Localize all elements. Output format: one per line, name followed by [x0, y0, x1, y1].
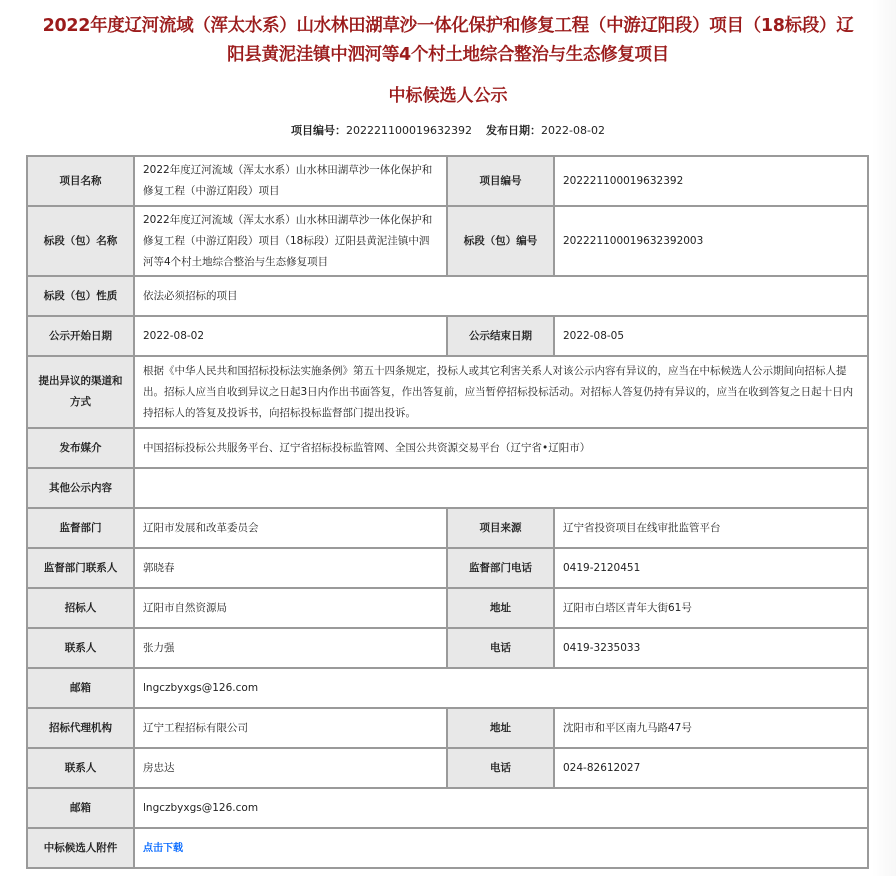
supervisor-value: 辽阳市发展和改革委员会	[134, 508, 447, 548]
agency-email-value: lngczbyxgs@126.com	[134, 788, 868, 828]
objection-value: 根据《中华人民共和国招标投标法实施条例》第五十四条规定，投标人或其它利害关系人对该公示内容有异议的，应当在中标候选人公示期间向招标人提出。招标人应当自收到异议之日起3日内作出书面答复，作出答复前，应当暂停招标投标活动。对招标人答复仍持有异议的，应当在收到答复之日起十日内持招标人的答复及投诉书，向招标投标监督部门提出投诉。	[134, 356, 868, 428]
tenderer-phone-value: 0419-3235033	[554, 628, 868, 668]
section-name-label: 标段（包）名称	[27, 206, 134, 276]
agency-address-value: 沈阳市和平区南九马路47号	[554, 708, 868, 748]
tenderer-contact-value: 张力强	[134, 628, 447, 668]
project-no-value-cell: 202221100019632392	[554, 156, 868, 206]
table-row	[27, 668, 868, 708]
agency-address-label: 地址	[447, 708, 554, 748]
agency-value: 辽宁工程招标有限公司	[134, 708, 447, 748]
table-row	[27, 316, 868, 356]
info-table	[26, 155, 869, 869]
other-label: 其他公示内容	[27, 468, 134, 508]
agency-contact-label: 联系人	[27, 748, 134, 788]
download-link[interactable]: 点击下载	[143, 842, 183, 854]
tenderer-address-label: 地址	[447, 588, 554, 628]
tenderer-address-value: 辽阳市白塔区青年大街61号	[554, 588, 868, 628]
section-no-label: 标段（包）编号	[447, 206, 554, 276]
table-row	[27, 828, 868, 868]
table-row	[27, 508, 868, 548]
table-row	[27, 276, 868, 316]
end-date-value: 2022-08-05	[554, 316, 868, 356]
supervisor-label: 监督部门	[27, 508, 134, 548]
project-no-label: 项目编号：	[291, 124, 347, 137]
section-no-value: 202221100019632392003	[554, 206, 868, 276]
source-label: 项目来源	[447, 508, 554, 548]
agency-phone-value: 024-82612027	[554, 748, 868, 788]
start-date-label: 公示开始日期	[27, 316, 134, 356]
tenderer-email-value: lngczbyxgs@126.com	[134, 668, 868, 708]
section-name-value: 2022年度辽河流域（浑太水系）山水林田湖草沙一体化保护和修复工程（中游辽阳段）项目（18标段）辽阳县黄泥洼镇中泗河等4个村土地综合整治与生态修复项目	[134, 206, 447, 276]
project-no-label-cell: 项目编号	[447, 156, 554, 206]
supervisor-phone-label: 监督部门电话	[447, 548, 554, 588]
publish-date-label: 发布日期：	[486, 124, 542, 137]
tenderer-email-label: 邮箱	[27, 668, 134, 708]
table-row	[27, 708, 868, 748]
table-row	[27, 788, 868, 828]
meta-line	[0, 122, 896, 140]
attachment-cell	[134, 828, 868, 868]
start-date-value: 2022-08-02	[134, 316, 447, 356]
supervisor-phone-value: 0419-2120451	[554, 548, 868, 588]
table-row	[27, 156, 868, 206]
supervisor-contact-value: 郭晓春	[134, 548, 447, 588]
agency-phone-label: 电话	[447, 748, 554, 788]
agency-email-label: 邮箱	[27, 788, 134, 828]
agency-label: 招标代理机构	[27, 708, 134, 748]
table-row	[27, 356, 868, 428]
end-date-label: 公示结束日期	[447, 316, 554, 356]
source-value: 辽宁省投资项目在线审批监管平台	[554, 508, 868, 548]
agency-contact-value: 房忠达	[134, 748, 447, 788]
page-subtitle: 中标候选人公示	[388, 86, 508, 106]
table-row	[27, 468, 868, 508]
section-nature-value: 依法必须招标的项目	[134, 276, 868, 316]
tenderer-label: 招标人	[27, 588, 134, 628]
table-row	[27, 428, 868, 468]
media-value: 中国招标投标公共服务平台、辽宁省招标投标监管网、全国公共资源交易平台（辽宁省•辽阳市）	[134, 428, 868, 468]
tenderer-contact-label: 联系人	[27, 628, 134, 668]
project-name-value: 2022年度辽河流域（浑太水系）山水林田湖草沙一体化保护和修复工程（中游辽阳段）项目	[134, 156, 447, 206]
table-row	[27, 628, 868, 668]
table-row	[27, 206, 868, 276]
tenderer-value: 辽阳市自然资源局	[134, 588, 447, 628]
other-value	[134, 468, 868, 508]
publish-date-value: 2022-08-02	[541, 124, 605, 137]
supervisor-contact-label: 监督部门联系人	[27, 548, 134, 588]
project-no-value: 202221100019632392	[346, 124, 473, 137]
media-label: 发布媒介	[27, 428, 134, 468]
objection-label: 提出异议的渠道和方式	[27, 356, 134, 428]
project-name-label: 项目名称	[27, 156, 134, 206]
table-row	[27, 548, 868, 588]
tenderer-phone-label: 电话	[447, 628, 554, 668]
table-row	[27, 748, 868, 788]
section-nature-label: 标段（包）性质	[27, 276, 134, 316]
table-row	[27, 588, 868, 628]
page-title: 2022年度辽河流域（浑太水系）山水林田湖草沙一体化保护和修复工程（中游辽阳段）项目（18标段）辽阳县黄泥洼镇中泗河等4个村土地综合整治与生态修复项目	[42, 16, 854, 65]
attachment-label: 中标候选人附件	[27, 828, 134, 868]
